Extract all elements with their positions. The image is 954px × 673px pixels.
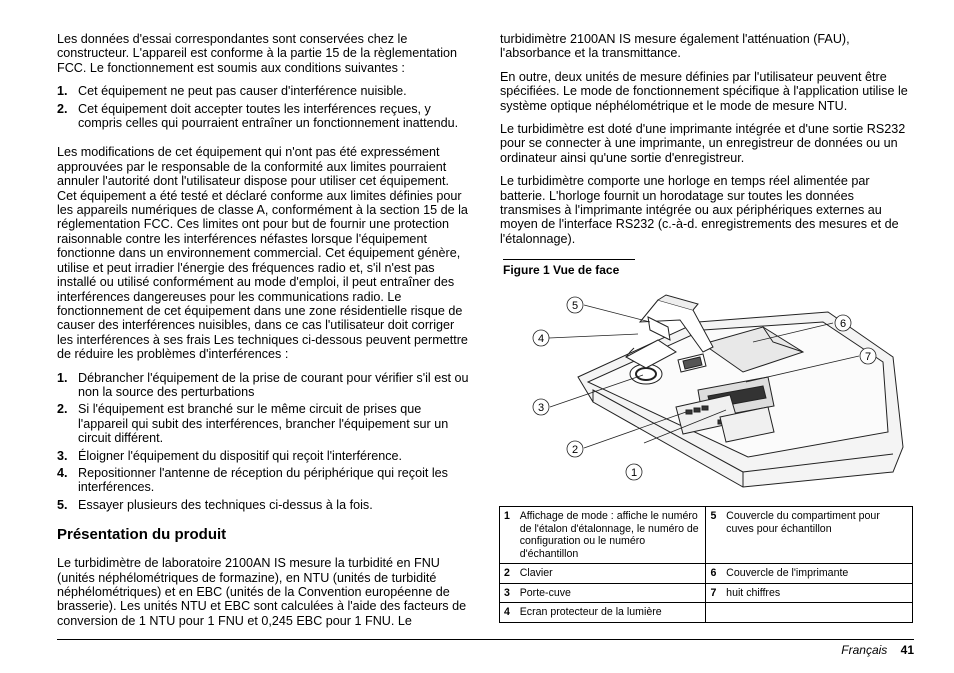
- legend-number: 1: [500, 507, 516, 564]
- legend-text: Porte-cuve: [516, 583, 706, 603]
- legend-number: 4: [500, 603, 516, 623]
- legend-text: huit chiffres: [722, 583, 912, 603]
- list-text: Débrancher l'équipement de la prise de courant pour vérifier s'il est ou non la source des perturbations: [78, 370, 469, 399]
- table-row: [500, 603, 913, 623]
- footer-language: Français: [841, 643, 888, 657]
- legend-text: Clavier: [516, 564, 706, 584]
- list-text: Repositionner l'antenne de réception du périphérique qui reçoit les interférences.: [78, 465, 448, 495]
- list-text: Éloigner l'équipement du dispositif qui reçoit l'interférence.: [78, 448, 403, 463]
- instrument-illustration: [498, 282, 914, 502]
- callout-5: [567, 297, 583, 313]
- right-column: [500, 32, 914, 255]
- list-item: [57, 84, 471, 98]
- legend-text: Ecran protecteur de la lumière: [516, 603, 706, 623]
- list-number: 1.: [57, 370, 68, 385]
- figure-legend-table: [499, 506, 913, 623]
- callout-number: 4: [537, 333, 545, 345]
- list-number: 3.: [57, 448, 68, 463]
- paragraph: Les modifications de cet équipement qui n'ont pas été expressément approuvées par le responsable de la conformité aux limites pourraient annuler l'autorité dont l'utilisateur dispose pour utiliser cet équipement. Cet équipement a été testé et déclaré conforme aux limites définies pour les appareils numériques de classe A, conformément à la section 15 de la réglementation FCC. Ces limites ont pour but de fournir une protection raisonnable contre les interférences néfastes lorsque l'équipement fonctionne dans un environnement commercial. Cet équipement génère, utilise et peut irradier l'énergie des fréquences radio et, s'il n'est pas installé ou utilisé conformément au mode d'emploi, il peut entraîner des interférences dangereuses pour les communications radio. Le fonctionnement de cet équipement dans une zone résidentielle risque de causer des interférences nuisibles, dans ce cas l'utilisateur doit corriger les interférences à ses frais Les techniques ci-dessous peuvent permettre de réduire les problèmes d'interférences :: [57, 145, 468, 362]
- callout-number: 6: [839, 318, 847, 330]
- list-item: [57, 102, 471, 131]
- legend-number: 3: [500, 583, 516, 603]
- table-row: [500, 564, 913, 584]
- callout-3: [533, 399, 549, 415]
- paragraph: turbidimètre 2100AN IS mesure également l'atténuation (FAU), l'absorbance et la transmittance.: [500, 32, 850, 61]
- list-item: [57, 466, 471, 495]
- legend-number: 5: [706, 507, 722, 564]
- list-text: Cet équipement ne peut pas causer d'interférence nuisible.: [78, 84, 407, 99]
- callout-1: [626, 464, 642, 480]
- list-number: 1.: [57, 84, 68, 99]
- list-number: 2.: [57, 101, 68, 116]
- callout-2: [567, 441, 583, 457]
- page-footer: [841, 643, 914, 657]
- list-number: 5.: [57, 497, 68, 512]
- paragraph: Le turbidimètre comporte une horloge en temps réel alimentée par batterie. L'horloge fournit un horodatage sur toutes les données transmises à l'imprimante intégrée ou aux périphériques externes au moyen de l'interface RS232 (c.-à-d. enregistrements des mesures et de l'étalonnage).: [500, 174, 899, 246]
- table-row: [500, 583, 913, 603]
- callout-number: 7: [864, 351, 872, 363]
- list-number: 4.: [57, 465, 68, 480]
- figure-title: Figure 1 Vue de face: [503, 259, 635, 277]
- list-number: 2.: [57, 402, 68, 417]
- list-text: Cet équipement doit accepter toutes les interférences reçues, y compris celles qui pourraient entraîner un fonctionnement inattendu.: [78, 101, 459, 131]
- list-item: [57, 371, 471, 400]
- list-item: [57, 498, 471, 512]
- left-column: [57, 32, 471, 637]
- legend-number: 6: [706, 564, 722, 584]
- list-text: Si l'équipement est branché sur le même circuit de prises que l'appareil qui subit des interférences, brancher l'équipement sur un circuit différent.: [78, 402, 449, 446]
- callout-number: 3: [537, 402, 545, 414]
- legend-text: Affichage de mode : affiche le numéro de l'étalon d'étalonnage, le numéro de configuration ou le numéro d'échantillon: [516, 507, 706, 564]
- paragraph: Le turbidimètre est doté d'une imprimante intégrée et d'une sortie RS232 pour se connecter à une imprimante, un enregistreur de données ou un ordinateur ainsi qu'une sortie d'enregistreur.: [500, 122, 906, 165]
- list-text: Essayer plusieurs des techniques ci-dessus à la fois.: [78, 497, 373, 512]
- list-item: [57, 402, 471, 445]
- footer-divider: [57, 639, 914, 640]
- legend-text: Couvercle de l'imprimante: [722, 564, 912, 584]
- callout-7: [860, 348, 876, 364]
- conditions-list: [57, 84, 471, 130]
- techniques-list: [57, 371, 471, 513]
- section-heading: Présentation du produit: [57, 526, 227, 544]
- callout-6: [835, 315, 851, 331]
- page-number: 41: [900, 643, 914, 657]
- callout-number: 2: [571, 444, 579, 456]
- table-row: [500, 507, 913, 564]
- legend-number: [706, 603, 722, 623]
- legend-number: 2: [500, 564, 516, 584]
- legend-text: Couvercle du compartiment pour cuves pour échantillon: [722, 507, 912, 564]
- legend-number: 7: [706, 583, 722, 603]
- paragraph: Le turbidimètre de laboratoire 2100AN IS mesure la turbidité en FNU (unités néphélométriques de formazine), en NTU (unités de turbidité néphélométriques) et en EBC (unités de la Convention européenne de brasserie). Les unités NTU et EBC sont calculées à l'aide des facteurs de conversion de 1 NTU pour 1 FNU et 0,245 EBC pour 1 FNU. Le: [57, 556, 467, 628]
- list-item: [57, 449, 471, 463]
- paragraph: En outre, deux unités de mesure définies par l'utilisateur peuvent être spécifiées. Le mode de fonctionnement spécifique à l'application utilise le système optique néphélométrique et le mode de mesure NTU.: [500, 69, 908, 113]
- paragraph: Les données d'essai correspondantes sont conservées chez le constructeur. L'appareil est conforme à la partie 15 de la règlementation FCC. Le fonctionnement est soumis aux conditions suivantes :: [57, 32, 458, 75]
- callout-4: [533, 330, 549, 346]
- legend-text: [722, 603, 912, 623]
- callout-number: 1: [630, 467, 638, 479]
- callout-number: 5: [571, 300, 579, 312]
